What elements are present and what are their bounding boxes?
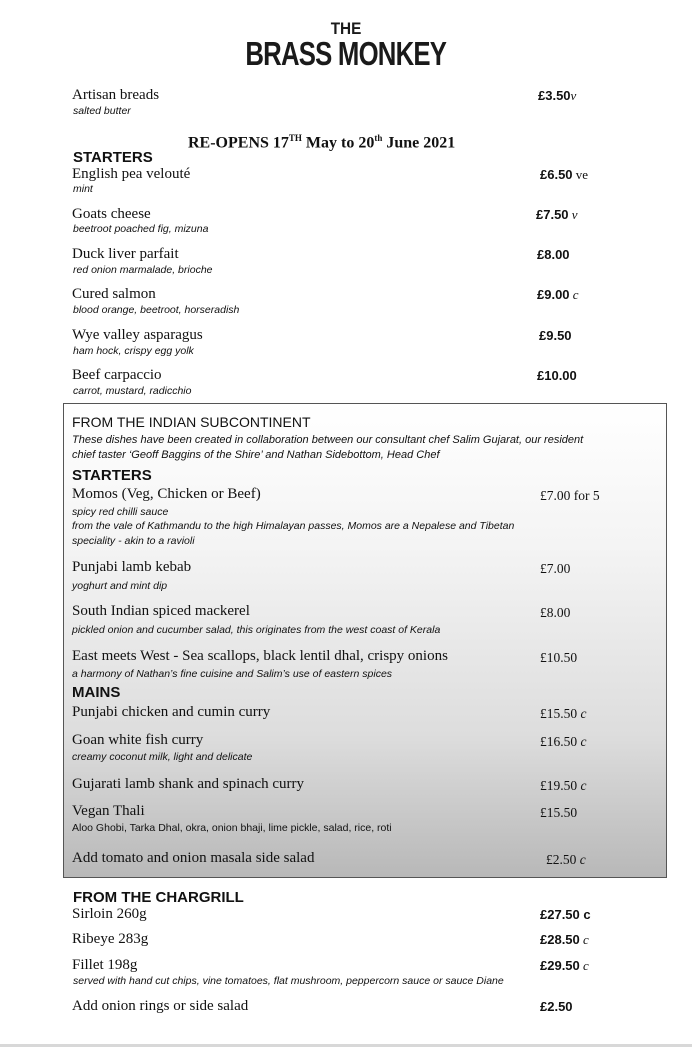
menu-item-desc: blood orange, beetroot, horseradish [73,304,240,316]
diet-suffix: c [577,706,587,721]
reopen-sup1: TH [288,133,302,143]
menu-item-desc: creamy coconut milk, light and delicate [72,751,253,763]
price-value: £19.50 [540,778,578,793]
menu-item-name: Artisan breads [72,87,160,103]
menu-item-name: South Indian spiced mackerel [72,603,250,619]
diet-suffix: ve [572,167,589,182]
menu-item-name: English pea velouté [72,166,191,182]
menu-item-desc: beetroot poached fig, mizuna [73,223,209,235]
menu-item-price [540,957,589,974]
menu-item-name: Punjabi lamb kebab [72,559,192,575]
price-value: £8.00 [537,247,570,262]
menu-item-desc: speciality - akin to a ravioli [72,535,195,547]
reopen-suffix: June 2021 [382,134,456,152]
menu-item-desc: a harmony of Nathan’s fine cuisine and Salim’s use of eastern spices [72,668,393,680]
menu-item-name: Ribeye 283g [72,931,149,947]
menu-item-price: £7.00 [540,561,571,576]
section-heading-indian-starters: STARTERS [72,467,152,484]
menu-item-desc: salted butter [73,105,131,117]
menu-item-name: Sirloin 260g [72,906,147,922]
menu-item-desc: yoghurt and mint dip [72,580,168,592]
menu-item-price [540,705,587,722]
diet-suffix: c [579,958,589,973]
menu-item-price [540,166,588,183]
reopen-sup2: th [374,133,383,143]
menu-item-price [539,327,572,344]
menu-item-name: Goats cheese [72,206,151,222]
menu-item-price: £8.00 [540,605,571,620]
diet-suffix: v [570,88,577,103]
menu-item-name: Duck liver parfait [72,246,179,262]
menu-item-price: £15.50 [540,805,578,820]
menu-item-price [537,286,579,303]
price-value: £3.50 [538,88,571,103]
reopen-prefix: RE-OPENS 17 [188,134,289,152]
menu-item-price: £7.00 for 5 [540,488,600,503]
menu-item-desc: mint [73,183,93,195]
restaurant-logo [0,20,692,70]
menu-item-desc: from the vale of Kathmandu to the high Himalayan passes, Momos are a Nepalese and Tibetan [72,520,515,532]
logo-line1: THE [330,19,362,38]
section-heading-starters: STARTERS [73,149,153,166]
menu-item-price [540,733,587,750]
menu-item-name: Add tomato and onion masala side salad [72,850,315,866]
price-value: £2.50 [546,852,577,867]
price-value: £15.50 [540,706,578,721]
menu-item-price [538,87,576,104]
section-heading-chargrill: FROM THE CHARGRILL [73,889,244,906]
menu-item-price [537,367,577,384]
menu-item-price: £10.50 [540,650,578,665]
diet-suffix: c [576,852,586,867]
menu-item-price [546,851,586,868]
panel-title: FROM THE INDIAN SUBCONTINENT [72,414,311,430]
menu-item-name: Momos (Veg, Chicken or Beef) [72,486,261,502]
menu-item-name: Fillet 198g [72,957,138,973]
price-value: £9.00 [537,287,570,302]
menu-item-name: Punjabi chicken and cumin curry [72,704,271,720]
price-value: £6.50 [540,167,573,182]
menu-item-name: East meets West - Sea scallops, black lentil dhal, crispy onions [72,648,448,664]
price-value: £28.50 [540,932,580,947]
menu-item-name: Vegan Thali [72,803,145,819]
menu-item-name: Beef carpaccio [72,367,162,383]
menu-item-price [536,206,578,223]
menu-item-name: Cured salmon [72,286,156,302]
menu-item-desc: carrot, mustard, radicchio [73,385,192,397]
price-value: £10.00 [537,368,577,383]
menu-item-desc: ham hock, crispy egg yolk [73,345,194,357]
panel-note-line2: chief taster ‘Geoff Baggins of the Shire’ and Nathan Sidebottom, Head Chef [72,449,440,461]
menu-item-desc: Aloo Ghobi, Tarka Dhal, okra, onion bhaji, lime pickle, salad, rice, roti [72,822,392,834]
menu-item-price [537,246,570,263]
reopen-notice [188,129,455,152]
menu-item-desc: served with hand cut chips, vine tomatoes, flat mushroom, peppercorn sauce or sauce Diane [73,975,504,987]
menu-item-name: Gujarati lamb shank and spinach curry [72,776,305,792]
diet-suffix: c [577,778,587,793]
section-heading-mains: MAINS [72,684,121,701]
menu-item-price: £2.50 [540,999,573,1014]
price-value: £27.50 [540,907,580,922]
price-value: £7.50 [536,207,569,222]
menu-item-price [540,906,591,923]
diet-suffix: c [577,734,587,749]
price-value: £16.50 [540,734,578,749]
menu-item-name: Wye valley asparagus [72,327,203,343]
logo-line2: BRASS MONKEY [245,35,447,72]
price-value: £9.50 [539,328,572,343]
menu-item-price [540,777,587,794]
menu-item-name: Goan white fish curry [72,732,204,748]
menu-item-price [540,931,589,948]
price-value: £29.50 [540,958,580,973]
diet-suffix: c [569,287,579,302]
menu-item-desc: spicy red chilli sauce [72,506,169,518]
diet-suffix: v [568,207,578,222]
diet-suffix: c [579,932,589,947]
reopen-middle: May to 20 [301,134,375,152]
menu-item-desc: pickled onion and cucumber salad, this originates from the west coast of Kerala [72,624,441,636]
diet-suffix: c [579,907,591,922]
panel-note-line1: These dishes have been created in collaboration between our consultant chef Salim Gujarat, our resident [72,434,584,446]
menu-item-desc: red onion marmalade, brioche [73,264,213,276]
menu-item-name: Add onion rings or side salad [72,998,249,1014]
